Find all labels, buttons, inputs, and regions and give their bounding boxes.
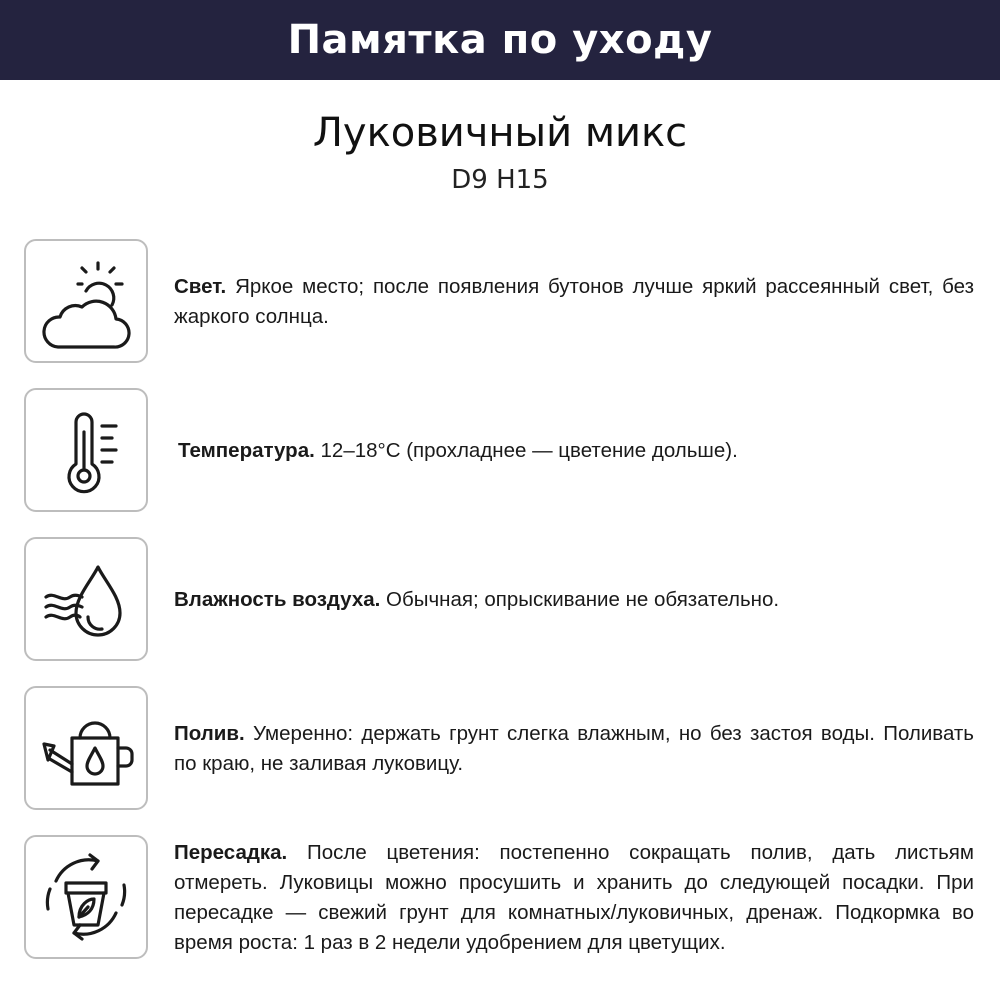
care-text-temperature — [178, 436, 978, 466]
watering-can-icon — [36, 698, 136, 798]
care-desc-light: Яркое место; после появления бутонов лучше яркий рассеянный свет, без жаркого солнца. — [174, 275, 975, 328]
care-item-temperature — [24, 388, 976, 514]
icon-box — [24, 835, 148, 959]
care-title-humidity: Влажность воздуха. — [174, 588, 381, 611]
icon-box — [24, 686, 148, 810]
care-title-temperature: Температура. — [178, 439, 315, 462]
repot-icon — [36, 847, 136, 947]
care-text-repotting — [174, 838, 974, 958]
sun-cloud-icon — [36, 251, 136, 351]
humidity-drop-icon — [36, 549, 136, 649]
care-item-watering — [24, 686, 976, 812]
care-desc-temperature: 12–18°C (прохладнее — цветение дольше). — [320, 439, 738, 462]
page-title: Памятка по уходу — [287, 17, 713, 63]
care-desc-humidity: Обычная; опрыскивание не обязательно. — [386, 588, 780, 611]
care-item-repotting — [24, 835, 976, 961]
care-text-watering — [174, 719, 974, 779]
header-banner — [0, 0, 1000, 80]
care-title-repotting: Пересадка. — [174, 841, 288, 864]
care-title-light: Свет. — [174, 275, 227, 298]
care-title-watering: Полив. — [174, 722, 245, 745]
care-desc-watering: Умеренно: держать грунт слегка влажным, но без застоя воды. Поливать по краю, не заливая луковицу. — [174, 722, 974, 775]
care-desc-repotting: После цветения: постепенно сокращать полив, дать листьям отмереть. Луковицы можно просушить и хранить до следующей посадки. При пересадке — свежий грунт для комнатных/луковичных, дренаж. Подкормка во время роста: 1 раз в 2 недели удобрением для цветущих. — [174, 841, 974, 954]
product-name: Луковичный микс — [312, 110, 688, 156]
icon-box — [24, 388, 148, 512]
care-text-light — [174, 272, 974, 332]
icon-box — [24, 239, 148, 363]
icon-box — [24, 537, 148, 661]
care-text-humidity — [174, 585, 974, 615]
care-item-humidity — [24, 537, 976, 663]
care-item-light — [24, 239, 976, 365]
product-size: D9 H15 — [451, 165, 549, 195]
thermometer-icon — [36, 400, 136, 500]
